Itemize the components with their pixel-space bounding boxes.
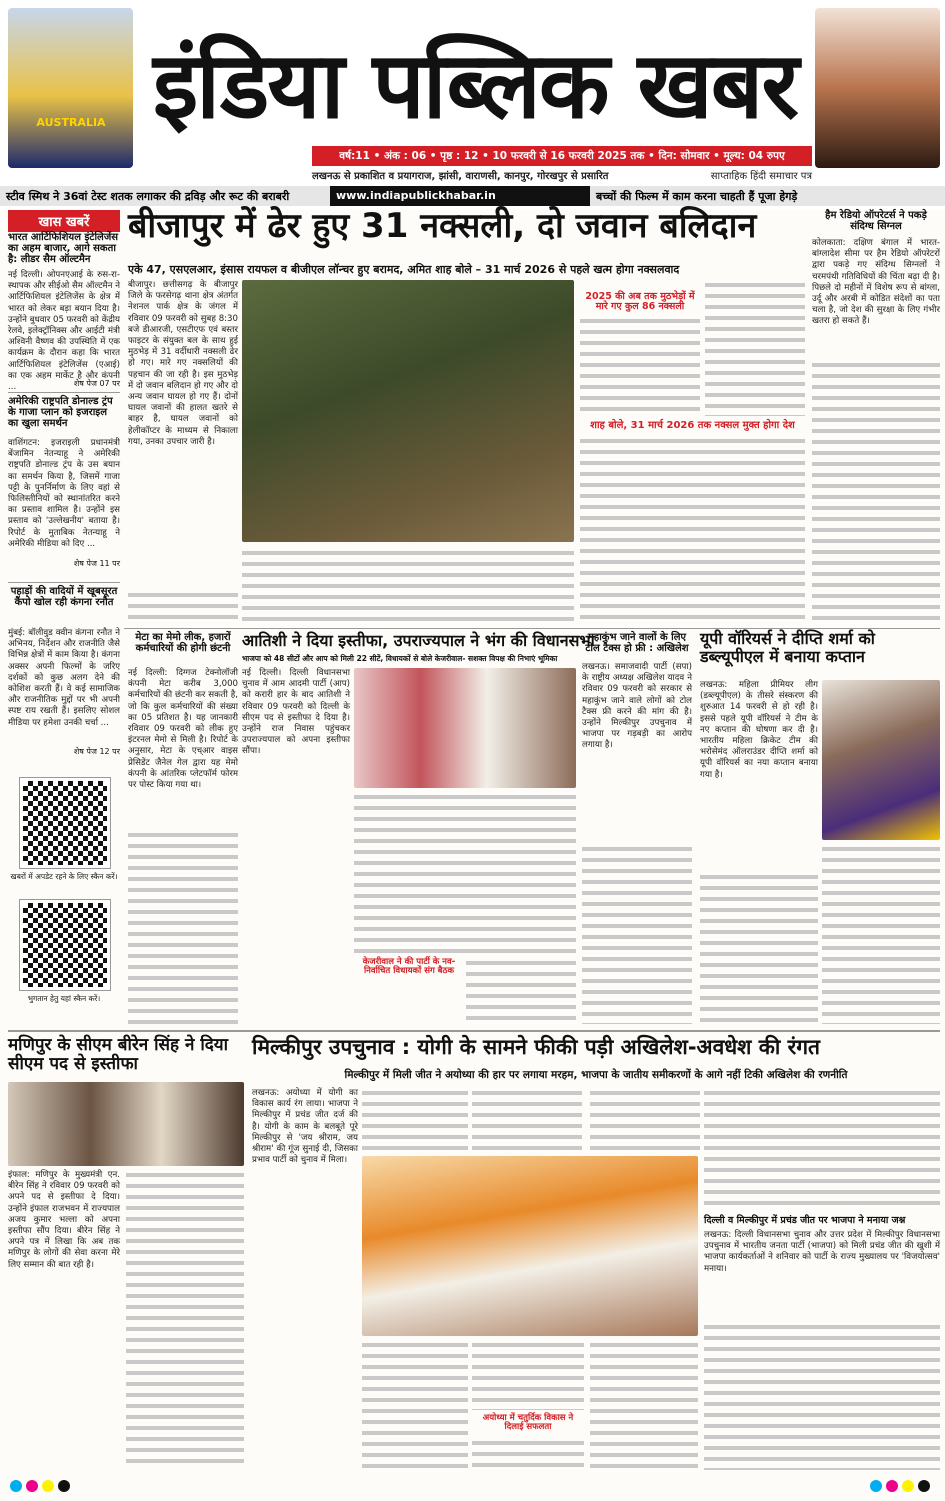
left-item1-more: शेष पेज 07 पर (73, 379, 120, 388)
left-item1-body: नई दिल्ली। ओपनएआई के रुस-रा-स्थापक और सीईओ सैम ऑल्टमैन ने आर्टिफिशियल इंटेलिजेंस के क्षेत्र में भारत को लेकर बड़ा बयान दिया है। उन्होंने बुधवार 05 फरवरी को केंद्रीय रेलवे, इलेक्ट्रॉनिक्स और आईटी मंत्री अश्विनी वैष्णव की उपस्थिति में एक कार्यक्रम के दौरान कहा कि भारत आर्टिफिशियल इंटेलिजेंस (एआई) का एक अहम मार्केट है और कंपनी ... (8, 270, 121, 393)
left-item2-more: शेष पेज 11 पर (73, 559, 120, 568)
atishi-subhead: भाजपा को 48 सीटों और आप को मिली 22 सीटें, विधायकों से बोले केजरीवाल- सशक्त विपक्ष की निभाएं भूमिका (242, 654, 558, 663)
ticker-right: बच्चों की फिल्म में काम करना चाहती हैं पूजा हेगड़े (590, 186, 945, 206)
qr-code-news[interactable] (20, 778, 110, 868)
lead-headline: बीजापुर में ढेर हुए 31 नक्सली, दो जवान बलिदान (128, 206, 757, 246)
jersey-text: AUSTRALIA (36, 116, 106, 129)
milkipur-box-body (472, 1438, 584, 1470)
upw-body: लखनऊ: महिला प्रीमियर लीग (डब्ल्यूपीएल) के तीसरे संस्करण की शुरुआत 14 फरवरी से हो रही है। इससे पहले यूपी वॉरियर्स ने टीम के नए कप्तान की घोषणा कर दी है। भारतीय महिला क्रिकेट टीम की भरोसेमंद ऑलराउंडर दीप्ति शर्मा को यूपी वॉरियर्स का नया कप्तान बनाया गया है। (700, 680, 818, 780)
celebration-body-continued (704, 1322, 940, 1470)
manipur-body-continued (126, 1170, 244, 1470)
milkipur-body-continued (472, 1340, 584, 1410)
registration-mark (58, 1480, 70, 1492)
upw-body-continued (700, 872, 818, 1024)
lead-subhead: एके 47, एसएलआर, इंसास रायफल व बीजीएल लॉन्चर हुए बरामद, अमित शाह बोले – 31 मार्च 2026 से पहले खत्म होगा नक्सलवाद (128, 263, 680, 276)
deepti-photo (822, 680, 940, 840)
ticker-bar (0, 186, 945, 206)
left-item2-headline: अमेरिकी राष्ट्रपति डोनाल्ड ट्रंप के गाजा प्लान को इजराइल का खुला समर्थन (8, 396, 113, 429)
meta-body-continued (128, 830, 238, 1024)
atishi-headline: आतिशी ने दिया इस्तीफा, उपराज्यपाल ने भंग की विधानसभा (242, 631, 595, 650)
newspaper-title: इंडिया पब्लिक खबर (153, 31, 797, 139)
registration-mark (902, 1480, 914, 1492)
atishi-lg-photo (354, 668, 576, 788)
milkipur-body-continued (704, 1088, 940, 1212)
lead-body-continued (242, 548, 574, 624)
lead-body: बीजापुर। छत्तीसगढ़ के बीजापुर जिले के फरसेगढ़ थाना क्षेत्र अंतर्गत नेशनल पार्क क्षेत्र के जंगल में रविवार 09 फरवरी को सुबह 8:30 बजे डीआरजी, एसटीएफ एवं बस्तर फाइटर के संयुक्त बल के साथ हुई मुठभेड़ में 31 वर्दीधारी नक्सली ढेर हो गए। मारे गए नक्सलियों की पहचान की जा रही है। इस मुठभेड़ में दो जवान बलिदान हो गए और दो अन्य जवान घायल हो गए हैं। दोनों घायल जवानों की हालत खतरे से बाहर है, घायल जवानों को हेलीकॉप्टर के माध्यम से निकाला गया, उनका उपचार जारी है। (128, 280, 238, 447)
ticker-left: स्टीव स्मिथ ने 36वां टेस्ट शतक लगाकर की द्रविड़ और रूट की बराबरी (0, 186, 330, 206)
registration-mark (42, 1480, 54, 1492)
milkipur-headline: मिल्कीपुर उपचुनाव : योगी के सामने फीकी पड़ी अखिलेश-अवधेश की रंगत (252, 1035, 821, 1059)
divider (8, 392, 120, 393)
weekly-tag: साप्ताहिक हिंदी समाचार पत्र (710, 171, 812, 182)
divider (8, 1030, 940, 1032)
qr1-caption: खबरों में अपडेट रहने के लिए स्कैन करें। (10, 872, 118, 881)
milkipur-body-continued (362, 1088, 468, 1152)
registration-mark (918, 1480, 930, 1492)
atishi-body: नई दिल्ली। दिल्ली विधानसभा चुनाव में आम आदमी पार्टी (आप) को करारी हार के बाद आतिशी ने रविवार 09 फरवरी को दिल्ली के सीएम पद से इस्तीफा दे दिया है। उन्होंने राज निवास पहुंचकर उपराज्यपाल को अपना इस्तीफा सौंपा। (242, 668, 350, 757)
lead-box1-body (580, 316, 700, 416)
lead-box2-body (580, 436, 805, 624)
actress-photo (815, 8, 940, 168)
toll-body: लखनऊ। समाजवादी पार्टी (सपा) के राष्ट्रीय अध्यक्ष अखिलेश यादव ने रविवार 09 फरवरी को सरकार से महाकुंभ जाने वाले लोगों को टोल टैक्स फ्री करने की मांग की है। उन्होंने मिल्कीपुर उपचुनाव में भाजपा पर गड़बड़ी का आरोप लगाया है। (582, 662, 692, 751)
yogi-rally-photo (362, 1156, 698, 1336)
manipur-headline: मणिपुर के सीएम बीरेन सिंह ने दिया सीएम पद से इस्तीफा (8, 1035, 229, 1074)
milkipur-body-continued (590, 1340, 698, 1470)
right-body-continued (812, 360, 940, 624)
atishi-body-continued (354, 792, 576, 954)
left-item1-headline: भारत आर्टिफिशियल इंटेलिजेंस का अहम बाजार, आगे सकता है: लीडर सैम ऑल्टमैन (8, 232, 118, 265)
left-item3-more: शेष पेज 12 पर (73, 747, 120, 756)
qr-code-payment[interactable] (20, 900, 110, 990)
website-link[interactable]: www.indiapublickhabar.in (330, 186, 590, 206)
meta-headline: मेटा का मेमो लीक, हजारों कर्मचारियों की होगी छंटनी (135, 632, 231, 654)
celebration-headline: दिल्ली व मिल्कीपुर में प्रचंड जीत पर भाजपा ने मनाया जश्न (704, 1215, 906, 1226)
lead-body-continued (128, 590, 238, 624)
toll-headline: महाकुंभ जाने वालों के लिए टोल टैक्स हो फ्री : अखिलेश (585, 632, 689, 654)
atishi-box-headline: केजरीवाल ने की पार्टी के नव-निर्वाचित विधायकों संग बैठक (362, 957, 456, 977)
celebration-body: लखनऊ: दिल्ली विधानसभा चुनाव और उत्तर प्रदेश में मिल्कीपुर विधानसभा उपचुनाव में भारतीय जनता पार्टी (भाजपा) को मिली प्रचंड जीत की खुशी में भाजपा कार्यकर्ताओं ने शनिवार को पार्टी के राज्य मुख्यालय पर 'विजयोत्सव' मनाया। (704, 1230, 940, 1274)
registration-mark (26, 1480, 38, 1492)
registration-mark (870, 1480, 882, 1492)
lead-col3-body (705, 280, 805, 416)
milkipur-body-continued (472, 1088, 582, 1152)
milkipur-subhead: मिल्कीपुर में मिली जीत ने अयोध्या की हार पर लगाया मरहम, भाजपा के जातीय समीकरणों के आगे नहीं टिकी अखिलेश की रणनीति (344, 1069, 848, 1081)
issue-info-bar: वर्ष:11 • अंक : 06 • पृष्ठ : 12 • 10 फरवरी से 16 फरवरी 2025 तक • दिन: सोमवार • मूल्य: 04 रुपए (312, 146, 812, 166)
publish-line-row (312, 168, 812, 184)
qr2-caption: भुगतान हेतु यहां स्कैन करें। (27, 994, 101, 1003)
meta-body: नई दिल्ली: दिग्गज टेक्नोलॉजी कंपनी मेटा करीब 3,000 कर्मचारियों की छंटनी कर सकती है, जो कि कुल कर्मचारियों की संख्या का 05 प्रतिशत है। यह जानकारी रविवार 09 फरवरी को लीक हुए इंटरनल मेमो से मिली है। रिपोर्ट के अनुसार, मेटा के एच्आर वाइस प्रेसिडेंट जैनेल गेल द्वारा यह मेमो कंपनी के आंतरिक प्लेटफॉर्म फोरम पर पोस्ट किया गया था। (128, 668, 238, 791)
milkipur-body: लखनऊ: अयोध्या में योगी का विकास कार्य रंग लाया। भाजपा ने मिल्कीपुर में प्रचंड जीत दर्ज की है। योगी के काम के बलबूते पूरे मिल्कीपुर से 'जय श्रीराम, जय श्रीराम' की गूंज सुनाई दी, जिसका प्रभाव पार्टी को चुनाव में मिला। (252, 1088, 358, 1166)
cricketer-photo (8, 8, 133, 168)
toll-body-continued (582, 844, 692, 1024)
registration-mark (886, 1480, 898, 1492)
upw-body-continued (822, 844, 940, 1024)
registration-mark (10, 1480, 22, 1492)
section-title-khas-khabren: खास खबरें (8, 210, 120, 232)
right-headline: हैम रेडियो ऑपरेटर्स ने पकड़े संदिग्ध सिग्नल (825, 210, 927, 232)
left-item3-headline: पहाड़ों की वादियों में खूबसूरत कैंपो खोल रही कंगना रनौत (10, 586, 118, 608)
manipur-photo (8, 1082, 244, 1166)
lead-box1-headline: 2025 की अब तक मुठभेड़ों में मारे गए कुल 86 नक्सली (585, 291, 695, 313)
right-body: कोलकाता: दक्षिण बंगाल में भारत-बांग्लादेश सीमा पर हैम रेडियो ऑपरेटरों द्वारा पकड़े गए संदिग्ध सिग्नलों ने चरमपंथी गतिविधियों की चिंता बढ़ा दी है। पिछले दो महीनों में विशेष रूप से बांग्ला, उर्दू और अरबी में कोडित संदेशों का पता चला है, जो देश की सुरक्षा के लिए गंभीर खतरा हो सकते हैं। (812, 238, 940, 327)
milkipur-box-headline: अयोध्या में चतुर्दिक विकास ने दिलाई सफलता (482, 1413, 574, 1433)
divider (8, 582, 120, 583)
left-item3-body: मुंबई: बॉलीवुड क्वीन कंगना रनौत ने अभिनय, निर्देशन और राजनीति जैसे विभिन्न क्षेत्रों में काम किया है। कंगना अक्सर अपनी फिल्मों के जरिए दर्शकों को कुछ अलग देने की कोशिश करती हैं। वे कई सामाजिक और राजनीतिक मुद्दों पर भी अपनी स्पष्ट राय रखती हैं। इसलिए सोशल मीडिया पर हमेशा उनकी चर्चा ... (8, 628, 120, 728)
lead-box2-headline: शाह बोले, 31 मार्च 2026 तक नक्सल मुक्त होगा देश (590, 420, 795, 431)
atishi-box-body (466, 958, 576, 1024)
upw-headline: यूपी वॉरियर्स ने दीप्ति शर्मा को डब्ल्यूपीएल में बनाया कप्तान (700, 629, 875, 666)
manipur-body: इंफाल: मणिपुर के मुख्यमंत्री एन. बीरेन सिंह ने रविवार 09 फरवरी को अपने पद से इस्तीफा दे दिया। उन्होंने इंफाल राजभवन में राज्यपाल अजय कुमार भल्ला को अपना इस्तीफा सौंप दिया। बीरेन सिंह ने अपने पत्र में लिखा कि अब तक मणिपुर के लोगों की सेवा करना मेरे लिए सम्मान की बात रही है। (8, 1170, 120, 1270)
publish-line: लखनऊ से प्रकाशित व प्रयागराज, झांसी, वाराणसी, कानपुर, गोरखपुर से प्रसारित (312, 171, 609, 182)
milkipur-body-continued (590, 1088, 700, 1152)
soldiers-photo (242, 280, 574, 542)
left-item2-body: वाशिंगटन: इजराइली प्रधानमंत्री बेंजामिन नेतन्याहू ने अमेरिकी राष्ट्रपति डोनाल्ड ट्रंप के उस बयान का समर्थन किया है, जिसमें गाजा पट्टी के पुनर्निर्माण के लिए वहां से फिलिस्तीनियों को स्थानांतरित करने का प्रस्ताव शामिल है। उन्होंने इस प्रस्ताव को 'उल्लेखनीय' बताया है। रिपोर्ट के मुताबिक नेतन्याहू ने अमेरिकी मीडिया को दिए ... (8, 438, 120, 549)
milkipur-body-continued (362, 1340, 468, 1470)
